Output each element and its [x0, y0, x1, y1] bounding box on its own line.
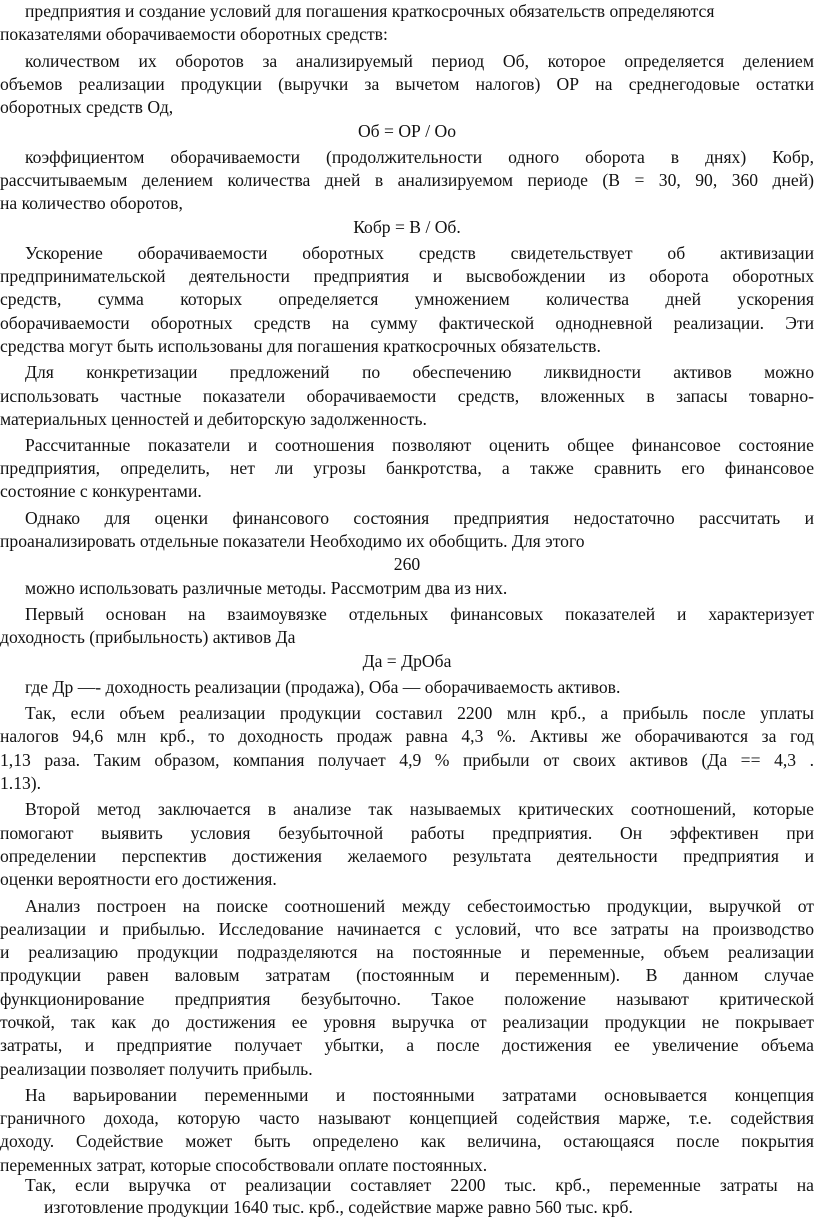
text-line: оборотных средств Од,	[0, 97, 174, 117]
text-line: граничного дохода, которую часто называют концепцией содействия марже, т.е. содействия	[0, 1108, 814, 1128]
text-line: реализации позволяет получить прибыль.	[0, 1059, 313, 1079]
text-line: Однако для оценки финансового состояния предприятия недостаточно рассчитать и	[25, 508, 814, 528]
text-line: и реализацию продукции подразделяются на постоянные и переменные, объем реализации	[0, 942, 814, 962]
text-line: функционирование предприятия безубыточно. Такое положение называют критической	[0, 989, 814, 1009]
text-line: предприятия и создание условий для погашения краткосрочных обязательств определяются	[25, 1, 715, 21]
text-line: можно использовать различные методы. Рассмотрим два из них.	[25, 578, 508, 598]
text-line: Ускорение оборачиваемости оборотных средств свидетельствует об активизации	[25, 243, 814, 263]
text-line: количеством их оборотов за анализируемый период Об, которое определяется делением	[25, 51, 814, 71]
text-line: на количество оборотов,	[0, 193, 183, 213]
text-line: средств, сумма которых определяется умножением количества дней ускорения	[0, 289, 814, 309]
text-line: налогов 94,6 млн крб., то доходность продаж равна 4,3 %. Активы же оборачиваются за год	[0, 726, 814, 746]
text-line: проанализировать отдельные показатели Необходимо их обобщить. Для этого	[0, 531, 585, 551]
text-line: продукции равен валовым затратам (постоянным и переменным). В данном случае	[0, 965, 814, 985]
text-line: Анализ построен на поиске соотношений между себестоимостью продукции, выручкой от	[25, 896, 814, 916]
text-line: состояние с конкурентами.	[0, 481, 202, 501]
text-line: Второй метод заключается в анализе так называемых критических соотношений, которые	[25, 799, 814, 819]
formula: Да = ДрОба	[362, 651, 452, 671]
text-line: где Др —- доходность реализации (продажа), Оба — оборачиваемость активов.	[25, 677, 621, 697]
text-line: объемов реализации продукции (выручки за вычетом налогов) ОР на среднегодовые остатки	[0, 74, 814, 94]
text-line: предпринимательской деятельности предприятия и высвобождении из оборота оборотных	[0, 266, 814, 286]
text-line: использовать частные показатели оборачиваемости средств, вложенных в запасы товарно-	[0, 386, 814, 406]
text-line: материальных ценностей и дебиторскую задолженность.	[0, 409, 427, 429]
text-line: доходу. Содействие может быть определено как величина, остающаяся после покрытия	[0, 1131, 814, 1151]
text-line: Для конкретизации предложений по обеспечению ликвидности активов можно	[25, 362, 814, 382]
formula: Кобр = В / Об.	[353, 217, 461, 237]
text-line: оценки вероятности его достижения.	[0, 869, 277, 889]
text-line: коэффициентом оборачиваемости (продолжительности одного оборота в днях) Кобр,	[25, 147, 814, 167]
text-line: показателями оборачиваемости оборотных средств:	[0, 24, 388, 44]
text-line: 1.13).	[0, 773, 42, 793]
text-line: оборачиваемости оборотных средств на сумму фактической однодневной реализации. Эти	[0, 313, 814, 333]
text-line: На варьировании переменными и постоянными затратами основывается концепция	[25, 1085, 814, 1105]
text-line: переменных затрат, которые способствовали оплате постоянных.	[0, 1155, 488, 1175]
text-line: точкой, так как до достижения ее уровня выручка от реализации продукции не покрывает	[0, 1012, 814, 1032]
text-line: 1,13 раза. Таким образом, компания получает 4,9 % прибыли от своих активов (Да == 4,3 .	[0, 750, 814, 770]
text-line: Так, если выручка от реализации составляет 2200 тыс. крб., переменные затраты на	[25, 1175, 814, 1195]
text-line: доходность (прибыльность) активов Да	[0, 627, 296, 647]
text-line: изготовление продукции 1640 тыс. крб., содействие марже равно 560 тыс. крб.	[44, 1197, 633, 1217]
text-line: Первый основан на взаимоувязке отдельных финансовых показателей и характеризует	[25, 604, 814, 624]
page-number: 260	[393, 554, 421, 574]
text-line: затраты, и предприятие получает убытки, а после достижения ее увеличение объема	[0, 1035, 814, 1055]
text-line: предприятия, определить, нет ли угрозы банкротства, а также сравнить его финансовое	[0, 458, 814, 478]
text-line: реализации и прибылью. Исследование начинается с условий, что все затраты на производство	[0, 919, 814, 939]
formula: Об = ОР / Оо	[357, 121, 457, 141]
text-line: рассчитываемым делением количества дней в анализируемом периоде (В = 30, 90, 360 дней)	[0, 170, 814, 190]
text-line: Рассчитанные показатели и соотношения позволяют оценить общее финансовое состояние	[25, 435, 814, 455]
text-line: средства могут быть использованы для погашения краткосрочных обязательств.	[0, 336, 601, 356]
text-line: определении перспектив достижения желаемого результата деятельности предприятия и	[0, 846, 814, 866]
text-line: Так, если объем реализации продукции составил 2200 млн крб., а прибыль после уплаты	[25, 703, 814, 723]
text-line: помогают выявить условия безубыточной работы предприятия. Он эффективен при	[0, 823, 814, 843]
